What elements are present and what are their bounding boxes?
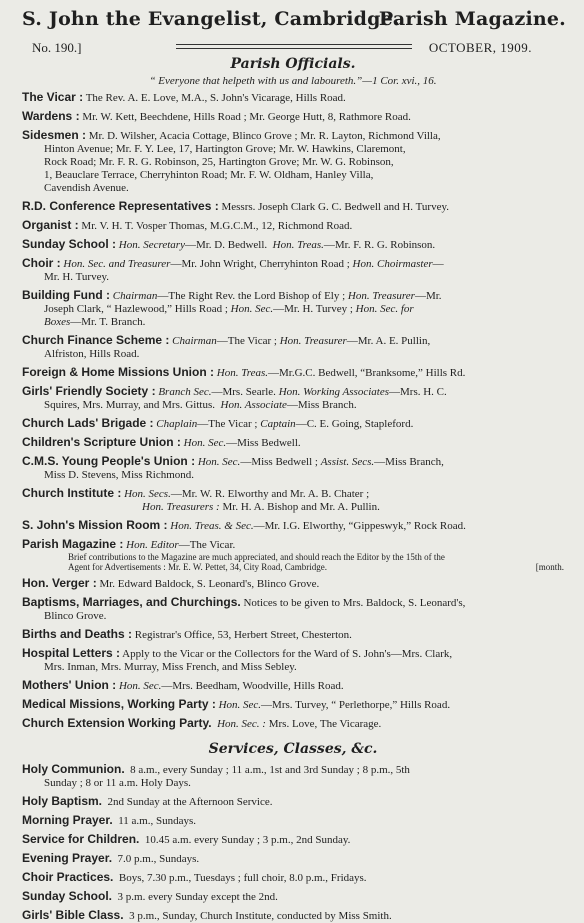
bible-class-label: Girls' Bible Class.: [22, 908, 124, 922]
missions-entry: [22, 366, 564, 380]
person: Joseph Clark, “ Hazlewood,” Hills Road ;: [44, 303, 228, 315]
morning-label: Morning Prayer.: [22, 813, 113, 827]
person: —Miss Bedwell ;: [240, 456, 318, 468]
role: Branch Sec.: [158, 386, 212, 398]
births-value: Registrar's Office, 53, Herbert Street, Chesterton.: [134, 629, 352, 641]
person: Miss D. Stevens, Miss Richmond.: [44, 469, 195, 481]
person: —Mr. I.G. Elworthy, “Gippeswyk,” Rock Road.: [253, 520, 466, 532]
role: Hon. Working Associates: [278, 386, 389, 398]
magazine-label: Parish Magazine :: [22, 537, 124, 551]
person: —C. E. Going, Stapleford.: [295, 418, 414, 430]
masthead: [22, 8, 566, 32]
vicar-value: The Rev. A. E. Love, M.A., S. John's Vicarage, Hills Road.: [85, 92, 346, 104]
clb-entry: [22, 417, 564, 431]
evening-entry: [22, 852, 564, 866]
role: Hon. Treasurers :: [142, 501, 220, 513]
verger-label: Hon. Verger :: [22, 576, 97, 590]
person: Alfriston, Hills Road.: [44, 348, 140, 360]
advert-agent-note: Agent for Advertisements : Mr. E. W. Pettet, 34, City Road, Cambridge.: [68, 562, 327, 572]
organist-entry: [22, 219, 564, 233]
finance-entry: [22, 334, 564, 361]
magazine-name: Parish Magazine.: [378, 8, 566, 30]
hospital-value: Mrs. Inman, Mrs. Murray, Miss French, and Miss Sebley.: [44, 661, 297, 673]
institute-label: Church Institute :: [22, 486, 122, 500]
person: —Mr.G.C. Bedwell, “Branksome,” Hills Rd.: [268, 367, 466, 379]
role: Hon. Treasurer: [347, 290, 415, 302]
cms-entry: [22, 455, 564, 482]
baptisms-label: Baptisms, Marriages, and Churchings.: [22, 595, 241, 609]
officials-section: [22, 56, 564, 923]
evening-label: Evening Prayer.: [22, 851, 113, 865]
mission-room-entry: [22, 519, 564, 533]
vicar-entry: [22, 91, 564, 105]
building-fund-entry: [22, 289, 564, 329]
morning-entry: [22, 814, 564, 828]
baptism-value: 2nd Sunday at the Afternoon Service.: [107, 796, 273, 808]
children-entry: [22, 833, 564, 847]
masthead-rule-top: [176, 44, 412, 45]
role: Hon. Sec. :: [217, 718, 266, 730]
person: —Mrs. Searle.: [211, 386, 276, 398]
person: —Miss Branch,: [374, 456, 444, 468]
role: Hon. Treasurer: [279, 335, 347, 347]
wardens-value: Mr. W. Kett, Beechdene, Hills Road ; Mr. George Hutt, 8, Rathmore Road.: [82, 111, 411, 123]
rd-entry: [22, 200, 564, 214]
role: Hon. Sec.: [218, 699, 262, 711]
role: Hon. Sec. for: [355, 303, 414, 315]
sidesmen-label: Sidesmen :: [22, 128, 87, 142]
medical-entry: [22, 698, 564, 712]
baptism-label: Holy Baptism.: [22, 794, 103, 808]
communion-value: Sunday ; 8 or 11 a.m. Holy Days.: [44, 777, 191, 789]
person: —The Vicar ;: [197, 418, 258, 430]
officials-title: Parish Officials.: [230, 56, 356, 72]
hospital-label: Hospital Letters :: [22, 646, 121, 660]
baptisms-value: Blinco Grove.: [44, 610, 107, 622]
choir-practices-entry: [22, 871, 564, 885]
mothers-entry: [22, 679, 564, 693]
sunday-school-entry: [22, 238, 564, 252]
rd-label: R.D. Conference Representatives :: [22, 199, 219, 213]
births-label: Births and Deaths :: [22, 627, 133, 641]
verger-entry: [22, 577, 564, 591]
sidesmen-line: 1, Beauclare Terrace, Cherryhinton Road; Mr. F. W. Oldham, Hanley Villa,: [44, 169, 374, 181]
person: —Mr. F. R. G. Robinson.: [323, 239, 436, 251]
sidesmen-line: Mr. D. Wilsher, Acacia Cottage, Blinco Grove ; Mr. R. Layton, Richmond Villa,: [88, 130, 441, 142]
role: Hon. Treas.: [216, 367, 269, 379]
role: Hon. Associate: [220, 399, 287, 411]
role: Hon. Treas.: [272, 239, 324, 251]
sunday-school-service-value: 3 p.m. every Sunday except the 2nd.: [117, 891, 278, 903]
person: Squires, Mrs. Murray, and Mrs. Gittus.: [44, 399, 215, 411]
rd-value: Messrs. Joseph Clark G. C. Bedwell and H. Turvey.: [221, 201, 450, 213]
person: Mr. H. Turvey.: [44, 271, 109, 283]
vicar-label: The Vicar :: [22, 90, 84, 104]
person: —The Vicar.: [178, 539, 236, 551]
morning-value: 11 a.m., Sundays.: [118, 815, 197, 827]
choir-entry: [22, 257, 564, 284]
person: —Mr.: [414, 290, 442, 302]
gfs-entry: [22, 385, 564, 412]
communion-entry: [22, 763, 564, 790]
role: Hon. Sec. and Treasurer: [63, 258, 171, 270]
officials-motto: “ Everyone that helpeth with us and laboureth.”—1 Cor. xvi., 16.: [149, 75, 437, 87]
sidesmen-line: Cavendish Avenue.: [44, 182, 129, 194]
person: —Mrs. Turvey, “ Perlethorpe,” Hills Road.: [261, 699, 451, 711]
services-title: Services, Classes, &c.: [208, 741, 378, 757]
evening-value: 7.0 p.m., Sundays.: [117, 853, 200, 865]
sidesmen-line: Hinton Avenue; Mr. F. Y. Lee, 17, Hartington Grove; Mr. W. Hawkins, Claremont,: [44, 143, 406, 155]
verger-value: Mr. Edward Baldock, S. Leonard's, Blinco Grove.: [99, 578, 320, 590]
hospital-entry: [22, 647, 564, 674]
role: Hon. Treas. & Sec.: [170, 520, 254, 532]
institute-entry: [22, 487, 564, 514]
communion-label: Holy Communion.: [22, 762, 125, 776]
role: Assist. Secs.: [320, 456, 375, 468]
births-entry: [22, 628, 564, 642]
church-name: S. John the Evangelist, Cambridge.: [22, 8, 400, 30]
missions-label: Foreign & Home Missions Union :: [22, 365, 215, 379]
organist-label: Organist :: [22, 218, 79, 232]
sunday-school-service-label: Sunday School.: [22, 889, 113, 903]
organist-value: Mr. V. H. T. Vosper Thomas, M.G.C.M., 12, Richmond Road.: [81, 220, 353, 232]
role: Hon. Secs.: [124, 488, 171, 500]
sidesmen-line: Rock Road; Mr. F. R. G. Robinson, 25, Hartington Grove; Mr. W. G. Robinson,: [44, 156, 394, 168]
person: —The Vicar ;: [216, 335, 277, 347]
masthead-rule-bottom: [176, 48, 412, 49]
mission-room-label: S. John's Mission Room :: [22, 518, 168, 532]
month-note: [month.: [535, 562, 564, 572]
role: Hon. Sec.: [118, 680, 162, 692]
finance-label: Church Finance Scheme :: [22, 333, 170, 347]
children-value: 10.45 a.m. every Sunday ; 3 p.m., 2nd Sunday.: [144, 834, 351, 846]
role: Captain: [260, 418, 296, 430]
person: —Mr. T. Branch.: [70, 316, 146, 328]
medical-label: Medical Missions, Working Party :: [22, 697, 216, 711]
sidesmen-entry: [22, 129, 564, 195]
issue-date: OCTOBER, 1909.: [428, 40, 532, 55]
person: —Mr. A. E. Pullin,: [346, 335, 431, 347]
bible-class-value: 3 p.m., Sunday, Church Institute, conducted by Miss Smith.: [129, 910, 392, 922]
issue-number: No. 190.]: [32, 40, 82, 55]
person: —Miss Bedwell.: [226, 437, 301, 449]
clb-label: Church Lads' Brigade :: [22, 416, 154, 430]
role: Hon. Editor: [126, 539, 179, 551]
baptism-entry: [22, 795, 564, 809]
csu-entry: [22, 436, 564, 450]
baptisms-entry: [22, 596, 564, 623]
role: Hon. Sec.: [230, 303, 274, 315]
magazine-entry: [22, 538, 564, 572]
person: —Mr. W. R. Elworthy and Mr. A. B. Chater ;: [170, 488, 370, 500]
person: —Mr. D. Bedwell.: [184, 239, 268, 251]
baptisms-value: Notices to be given to Mrs. Baldock, S. Leonard's,: [243, 597, 466, 609]
bible-class-entry: [22, 909, 564, 923]
person: —Mr. H. Turvey ;: [273, 303, 353, 315]
choir-practices-label: Choir Practices.: [22, 870, 114, 884]
wardens-label: Wardens :: [22, 109, 80, 123]
choir-practices-value: Boys, 7.30 p.m., Tuesdays ; full choir, 8.0 p.m., Fridays.: [118, 872, 367, 884]
children-label: Service for Children.: [22, 832, 140, 846]
role: Chairman: [172, 335, 217, 347]
person: Mrs. Love, The Vicarage.: [268, 718, 382, 730]
role: Hon. Secretary: [118, 239, 185, 251]
dash: —: [432, 258, 444, 270]
sunday-school-label: Sunday School :: [22, 237, 117, 251]
cms-label: C.M.S. Young People's Union :: [22, 454, 196, 468]
choir-label: Choir :: [22, 256, 61, 270]
csu-label: Children's Scripture Union :: [22, 435, 181, 449]
person: —Mr. John Wright, Cherryhinton Road ;: [170, 258, 350, 270]
role: Chaplain: [156, 418, 198, 430]
role: Chairman: [112, 290, 158, 302]
person: Mr. H. A. Bishop and Mr. A. Pullin.: [222, 501, 380, 513]
gfs-label: Girls' Friendly Society :: [22, 384, 156, 398]
extension-label: Church Extension Working Party.: [22, 716, 212, 730]
role: Hon. Choirmaster: [352, 258, 433, 270]
role: Hon. Sec.: [197, 456, 241, 468]
wardens-entry: [22, 110, 564, 124]
person: —The Right Rev. the Lord Bishop of Ely ;: [157, 290, 346, 302]
person: —Miss Branch.: [286, 399, 357, 411]
person: —Mrs. H. C.: [389, 386, 447, 398]
extension-entry: [22, 717, 564, 731]
building-fund-label: Building Fund :: [22, 288, 110, 302]
role: Hon. Sec.: [183, 437, 227, 449]
role: Boxes: [44, 316, 71, 328]
person: —Mrs. Beedham, Woodville, Hills Road.: [161, 680, 344, 692]
mothers-label: Mothers' Union :: [22, 678, 117, 692]
magazine-note: Brief contributions to the Magazine are much appreciated, and should reach the Editor by the 15th of the: [68, 552, 445, 562]
sunday-school-service-entry: [22, 890, 564, 904]
hospital-value: Apply to the Vicar or the Collectors for the Ward of S. John's—Mrs. Clark,: [122, 648, 453, 660]
communion-value: 8 a.m., every Sunday ; 11 a.m., 1st and 3rd Sunday ; 8 p.m., 5th: [130, 764, 410, 776]
